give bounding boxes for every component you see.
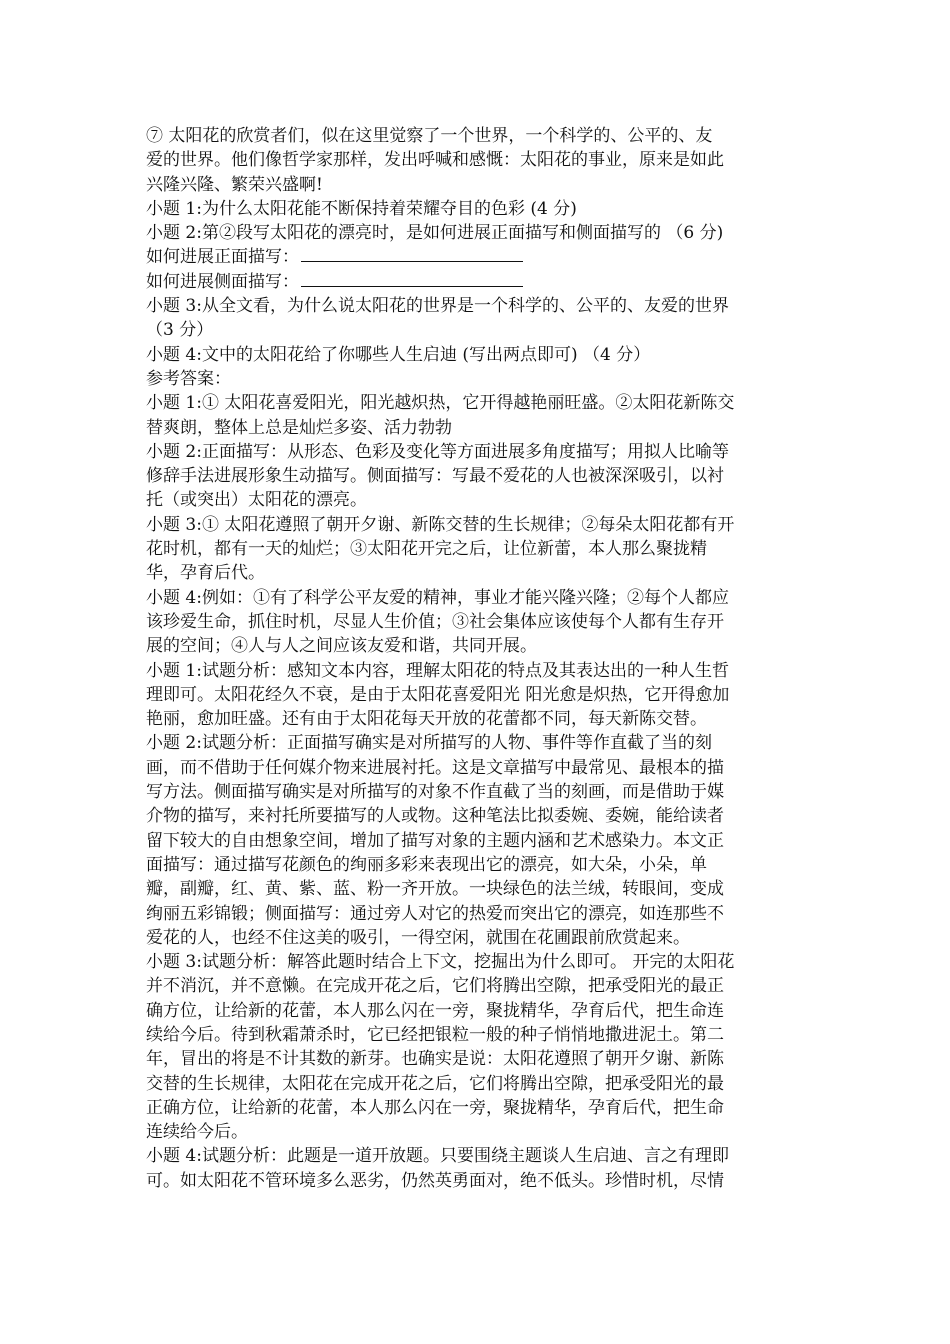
- text-line: 替爽朗，整体上总是灿烂多姿、活力勃勃: [146, 417, 452, 438]
- question-4: [146, 343, 806, 367]
- text-line: 续给今后。待到秋霜萧杀时，它已经把银粒一般的种子悄悄地撒进泥土。第二: [146, 1024, 724, 1045]
- question-3: [146, 294, 806, 343]
- passage-paragraph-7: [146, 124, 806, 197]
- text-line: ⑦ 太阳花的欣赏者们，似在这里觉察了一个世界，一个科学的、公平的、友: [146, 126, 713, 146]
- text-line: 交替的生长规律，太阳花在完成开花之后，它们将腾出空隙，把承受阳光的最: [146, 1073, 724, 1094]
- text-line: 确方位，让给新的花蕾，本人那么闪在一旁，聚拢精华，孕育后代，把生命连: [146, 1000, 724, 1021]
- answer-2: [146, 440, 806, 513]
- document-page: [146, 124, 806, 1193]
- analysis-3: [146, 950, 806, 1144]
- analysis-1: [146, 659, 806, 732]
- text-line: 爱花的人，也经不住这美的吸引，一得空闲，就围在花圃跟前欣赏起来。: [146, 927, 690, 948]
- text-line: 爱的世界。他们像哲学家那样，发出呼喊和感慨：太阳花的事业，原来是如此: [146, 150, 724, 171]
- text-line: 面描写：通过描写花颜色的绚丽多彩来表现出它的漂亮，如大朵，小朵，单: [146, 854, 707, 875]
- text-line: 小题 2:正面描写：从形态、色彩及变化等方面进展多角度描写；用拟人比喻等: [146, 441, 729, 462]
- text-line: 华，孕育后代。: [146, 563, 265, 584]
- question-text: 小题 2:第②段写太阳花的漂亮时，是如何进展正面描写和侧面描写的 （6 分): [146, 223, 724, 244]
- blank-label: 如何进展正面描写：: [146, 247, 299, 268]
- answer-blank-front: [146, 245, 806, 269]
- question-text: 小题 4:文中的太阳花给了你哪些人生启迪 (写出两点即可) （4 分）: [146, 344, 651, 365]
- answer-4: [146, 586, 806, 659]
- blank-underline: [301, 272, 523, 287]
- text-line: 修辞手法进展形象生动描写。侧面描写：写最不爱花的人也被深深吸引，以衬: [146, 466, 724, 487]
- text-line: 连续给今后。: [146, 1122, 248, 1143]
- text-line: 留下较大的自由想象空间，增加了描写对象的主题内涵和艺术感染力。本文正: [146, 830, 724, 851]
- text-line: 小题 4:例如：①有了科学公平友爱的精神，事业才能兴隆兴隆；②每个人都应: [146, 587, 729, 608]
- text-line: 小题 3:试题分析：解答此题时结合上下文，挖掘出为什么即可。 开完的太阳花: [146, 952, 735, 973]
- text-line: 理即可。太阳花经久不衰，是由于太阳花喜爱阳光 阳光愈是炽热，它开得愈加: [146, 684, 730, 705]
- text-line: 介物的描写，来衬托所要描写的人或物。这种笔法比拟委婉、委婉，能给读者: [146, 806, 724, 827]
- question-2: [146, 221, 806, 294]
- answer-heading: [146, 367, 806, 391]
- text-line: 正确方位，让给新的花蕾，本人那么闪在一旁，聚拢精华，孕育后代，把生命: [146, 1097, 724, 1118]
- text-line: 小题 1:试题分析：感知文本内容，理解太阳花的特点及其表达出的一种人生哲: [146, 660, 729, 681]
- question-text: 小题 3:从全文看，为什么说太阳花的世界是一个科学的、公平的、友爱的世界: [146, 296, 729, 317]
- text-line: 艳丽，愈加旺盛。还有由于太阳花每天开放的花蕾都不同，每天新陈交替。: [146, 709, 707, 730]
- text-line: 小题 4:试题分析：此题是一道开放题。只要围绕主题谈人生启迪、言之有理即: [146, 1146, 729, 1167]
- text-line: 花时机，都有一天的灿烂；③太阳花开完之后，让位新蕾，本人那么聚拢精: [146, 539, 707, 560]
- text-line: 并不消沉，并不意懒。在完成开花之后，它们将腾出空隙，把承受阳光的最正: [146, 976, 724, 997]
- text-line: 该珍爱生命，抓住时机，尽显人生价值；③社会集体应该使每个人都有生存开: [146, 611, 724, 632]
- question-text: （3 分）: [146, 320, 214, 341]
- analysis-4: [146, 1144, 806, 1193]
- text-line: 年，冒出的将是不计其数的新芽。也确实是说：太阳花遵照了朝开夕谢、新陈: [146, 1049, 724, 1070]
- heading-text: 参考答案：: [146, 368, 231, 389]
- answer-3: [146, 513, 806, 586]
- text-line: 小题 2:试题分析：正面描写确实是对所描写的人物、事件等作直截了当的刻: [146, 733, 712, 754]
- question-1: [146, 197, 806, 221]
- text-line: 可。如太阳花不管环境多么恶劣，仍然英勇面对，绝不低头。珍惜时机，尽情: [146, 1170, 724, 1191]
- text-line: 瓣，副瓣，红、黄、紫、蓝、粉一齐开放。一块绿色的法兰绒，转眼间，变成: [146, 879, 724, 900]
- blank-underline: [301, 247, 523, 262]
- text-line: 托（或突出）太阳花的漂亮。: [146, 490, 367, 511]
- analysis-2: [146, 731, 806, 950]
- text-line: 兴隆兴隆、繁荣兴盛啊!: [146, 174, 323, 195]
- text-line: 绚丽五彩锦锻；侧面描写：通过旁人对它的热爱而突出它的漂亮，如连那些不: [146, 903, 724, 924]
- text-line: 写方法。侧面描写确实是对所描写的对象不作直截了当的刻画，而是借助于媒: [146, 782, 724, 803]
- question-text: 小题 1:为什么太阳花能不断保持着荣耀夺目的色彩 (4 分): [146, 198, 577, 219]
- answer-blank-side: [146, 270, 806, 294]
- text-line: 画，而不借助于任何媒介物来进展衬托。这是文章描写中最常见、最根本的描: [146, 757, 724, 778]
- blank-label: 如何进展侧面描写：: [146, 271, 299, 292]
- answer-1: [146, 391, 806, 440]
- text-line: 小题 1:① 太阳花喜爱阳光，阳光越炽热，它开得越艳丽旺盛。②太阳花新陈交: [146, 393, 735, 414]
- text-line: 展的空间；④人与人之间应该友爱和谐，共同开展。: [146, 636, 537, 657]
- text-line: 小题 3:① 太阳花遵照了朝开夕谢、新陈交替的生长规律；②每朵太阳花都有开: [146, 514, 735, 535]
